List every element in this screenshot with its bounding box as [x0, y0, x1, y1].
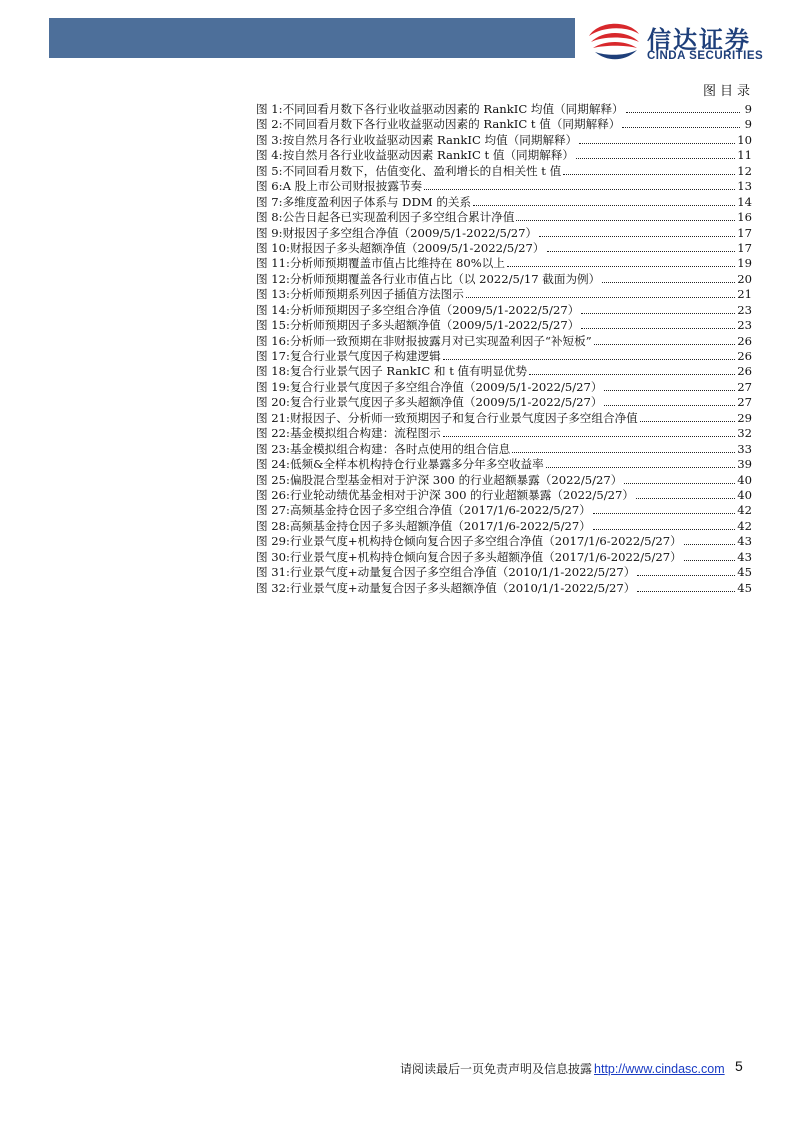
toc-entry-page: 39 — [737, 457, 752, 472]
toc-entry-text: 分析师一致预期在非财报披露月对已实现盈利因子“补短板” — [289, 333, 592, 348]
toc-leader-dots — [637, 582, 735, 592]
toc-entry-label: 图 25: — [256, 472, 290, 487]
toc-entry[interactable] — [256, 210, 752, 225]
toc-entry[interactable] — [256, 226, 752, 241]
toc-entry[interactable] — [256, 148, 752, 163]
toc-entry[interactable] — [256, 457, 752, 472]
toc-entry[interactable] — [256, 334, 752, 349]
toc-title: 图目录 — [703, 84, 755, 99]
toc-entry-page: 42 — [737, 503, 752, 518]
toc-entry[interactable] — [256, 303, 752, 318]
toc-entry[interactable] — [256, 565, 752, 580]
footer — [400, 1060, 725, 1077]
toc-leader-dots — [576, 149, 735, 159]
toc-entry-label: 图 31: — [256, 565, 290, 580]
toc-entry-page: 26 — [737, 349, 752, 363]
toc-entry-page: 19 — [737, 256, 752, 271]
toc-entry-text: 复合行业景气度因子构建逻辑 — [289, 349, 441, 363]
toc-entry-page: 10 — [737, 132, 752, 147]
toc-entry-page: 16 — [737, 210, 752, 225]
toc-entry-page: 9 — [744, 117, 752, 132]
toc-entry-label: 图 11: — [256, 256, 290, 271]
toc-leader-dots — [579, 134, 735, 144]
toc-entry-text: 按自然月各行业收益驱动因素 RankIC 均值（同期解释） — [282, 132, 578, 147]
page-number: 5 — [735, 1058, 743, 1074]
toc-leader-dots — [636, 489, 735, 499]
toc-leader-dots — [512, 443, 735, 453]
toc-entry[interactable] — [256, 488, 752, 503]
toc-entry[interactable] — [256, 195, 752, 210]
toc-entry-text: 低频&全样本机构持仓行业暴露多分年多空收益率 — [289, 457, 544, 472]
toc-entry-label: 图 26: — [256, 487, 290, 502]
toc-entry-page: 43 — [737, 534, 752, 549]
toc-entry[interactable] — [256, 473, 752, 488]
toc-entry-text: 复合行业景气因子 RankIC 和 t 值有明显优势 — [289, 364, 528, 379]
toc-entry-label: 图 24: — [256, 457, 290, 472]
toc-entry[interactable] — [256, 117, 752, 132]
toc-entry[interactable] — [256, 395, 752, 410]
toc-entry-label: 图 18: — [256, 364, 290, 379]
toc-leader-dots — [563, 165, 735, 175]
toc-entry-label: 图 8: — [256, 210, 283, 225]
toc-entry-page: 33 — [737, 441, 752, 456]
toc-entry[interactable] — [256, 133, 752, 148]
toc-entry[interactable] — [256, 519, 752, 534]
toc-entry[interactable] — [256, 503, 752, 518]
toc-entry-text: 行业景气度+机构持仓倾向复合因子多空组合净值（2017/1/6-2022/5/27） — [289, 534, 682, 549]
toc-leader-dots — [443, 350, 736, 360]
toc-leader-dots — [640, 412, 735, 422]
toc-entry-page: 42 — [737, 518, 752, 533]
toc-entry-page: 13 — [737, 179, 752, 194]
toc-leader-dots — [507, 257, 735, 267]
toc-entry-page: 17 — [737, 225, 752, 240]
toc-entry-page: 21 — [737, 287, 752, 302]
toc-entry-label: 图 19: — [256, 379, 290, 394]
toc-entry-page: 40 — [737, 472, 752, 487]
toc-entry-label: 图 30: — [256, 549, 290, 564]
toc-entry-text: 按自然月各行业收益驱动因素 RankIC t 值（同期解释） — [282, 148, 575, 163]
toc-entry-label: 图 16: — [256, 333, 290, 348]
toc-entry-page: 17 — [737, 240, 752, 255]
toc-entry-text: 行业景气度+机构持仓倾向复合因子多头超额净值（2017/1/6-2022/5/27） — [289, 549, 682, 564]
toc-entry-text: 分析师预期因子多头超额净值（2009/5/1-2022/5/27） — [289, 318, 580, 333]
toc-entry-label: 图 5: — [256, 163, 283, 178]
toc-entry-label: 图 14: — [256, 302, 290, 317]
toc-entry-label: 图 4: — [256, 148, 283, 163]
toc-leader-dots — [604, 381, 735, 391]
toc-entry[interactable] — [256, 581, 752, 596]
toc-entry-label: 图 17: — [256, 349, 290, 363]
toc-entry[interactable] — [256, 380, 752, 395]
toc-entry-text: 基金模拟组合构建：流程图示 — [289, 426, 441, 441]
toc-leader-dots — [593, 504, 735, 514]
header-bar — [49, 18, 575, 58]
toc-entry-label: 图 15: — [256, 318, 290, 333]
toc-entry-text: 不同回看月数下各行业收益驱动因素的 RankIC 均值（同期解释） — [282, 102, 624, 116]
toc-leader-dots — [581, 304, 735, 314]
toc-leader-dots — [466, 288, 735, 298]
toc-entry-page: 23 — [737, 302, 752, 317]
toc-entry-page: 40 — [737, 487, 752, 502]
toc-entry-label: 图 12: — [256, 271, 290, 286]
toc-entry[interactable] — [256, 318, 752, 333]
toc-entry-text: 分析师预期系列因子插值方法图示 — [289, 287, 464, 302]
toc-leader-dots — [443, 427, 736, 437]
toc-entry-label: 图 6: — [256, 179, 283, 194]
toc-entry-page: 27 — [737, 395, 752, 410]
toc-entry-text: 分析师预期覆盖市值占比维持在 80%以上 — [289, 256, 505, 271]
toc-entry-text: 行业轮动绩优基金相对于沪深 300 的行业超额暴露（2022/5/27） — [289, 487, 634, 502]
toc-entry-label: 图 7: — [256, 194, 283, 209]
cinda-logo-icon — [585, 18, 643, 62]
toc-leader-dots — [594, 335, 736, 345]
toc-entry[interactable] — [256, 550, 752, 565]
toc-entry-text: 行业景气度+动量复合因子多空组合净值（2010/1/1-2022/5/27） — [289, 565, 636, 580]
toc-entry[interactable] — [256, 256, 752, 271]
toc-entry-text: 复合行业景气度因子多头超额净值（2009/5/1-2022/5/27） — [289, 395, 603, 410]
toc-entry-label: 图 21: — [256, 410, 290, 425]
toc-entry[interactable] — [256, 164, 752, 179]
toc-entry-page: 29 — [737, 410, 752, 425]
toc-entry-text: 高频基金持仓因子多空组合净值（2017/1/6-2022/5/27） — [289, 503, 591, 518]
toc-entry-label: 图 3: — [256, 132, 283, 147]
toc-entry-label: 图 28: — [256, 518, 290, 533]
toc-leader-dots — [539, 227, 735, 237]
toc-entry-page: 26 — [737, 364, 752, 379]
toc-entry-page: 14 — [737, 194, 752, 209]
toc-entry-text: 分析师预期因子多空组合净值（2009/5/1-2022/5/27） — [289, 302, 580, 317]
toc-entry[interactable] — [256, 102, 752, 117]
toc-list — [256, 102, 752, 596]
toc-entry-page: 20 — [737, 271, 752, 286]
toc-entry-label: 图 9: — [256, 225, 283, 240]
toc-entry-text: 财报因子多空组合净值（2009/5/1-2022/5/27） — [282, 225, 538, 240]
toc-entry-label: 图 10: — [256, 240, 290, 255]
toc-entry-text: 多维度盈利因子体系与 DDM 的关系 — [282, 194, 472, 209]
toc-leader-dots — [624, 474, 735, 484]
toc-entry-text: 财报因子、分析师一致预期因子和复合行业景气度因子多空组合净值 — [289, 410, 638, 425]
toc-entry[interactable] — [256, 287, 752, 302]
toc-leader-dots — [473, 196, 735, 206]
toc-leader-dots — [684, 535, 735, 545]
toc-entry[interactable] — [256, 241, 752, 256]
toc-entry-page: 27 — [737, 379, 752, 394]
toc-leader-dots — [626, 103, 740, 113]
toc-entry-page: 11 — [737, 148, 752, 163]
toc-entry-text: 基金模拟组合构建：各时点使用的组合信息 — [289, 441, 511, 456]
toc-entry[interactable] — [256, 442, 752, 457]
toc-leader-dots — [602, 273, 735, 283]
footer-disclaimer: 请阅读最后一页免责声明及信息披露 — [400, 1062, 593, 1076]
toc-entry-page: 12 — [737, 163, 752, 178]
toc-entry-page: 26 — [737, 333, 752, 348]
toc-leader-dots — [546, 458, 735, 468]
toc-entry-text: 复合行业景气度因子多空组合净值（2009/5/1-2022/5/27） — [289, 379, 603, 394]
logo-chinese-name: 信达证券 — [647, 26, 751, 54]
toc-entry[interactable] — [256, 179, 752, 194]
toc-entry-page: 9 — [744, 102, 752, 116]
toc-entry-label: 图 2: — [256, 117, 283, 132]
toc-leader-dots — [529, 365, 735, 375]
toc-entry[interactable] — [256, 411, 752, 426]
toc-entry-label: 图 27: — [256, 503, 290, 518]
toc-entry[interactable] — [256, 349, 752, 364]
toc-entry-page: 32 — [737, 426, 752, 441]
toc-entry-page: 43 — [737, 549, 752, 564]
toc-leader-dots — [424, 180, 735, 190]
toc-entry-text: 分析师预期覆盖各行业市值占比（以 2022/5/17 截面为例） — [289, 271, 601, 286]
toc-entry-text: 偏股混合型基金相对于沪深 300 的行业超额暴露（2022/5/27） — [289, 472, 623, 487]
toc-entry-label: 图 22: — [256, 426, 290, 441]
toc-entry-text: 公告日起各已实现盈利因子多空组合累计净值 — [282, 210, 515, 225]
toc-entry-label: 图 23: — [256, 441, 290, 456]
toc-entry-text: 高频基金持仓因子多头超额净值（2017/1/6-2022/5/27） — [289, 518, 591, 533]
toc-entry-text: 不同回看月数下，估值变化、盈利增长的自相关性 t 值 — [282, 163, 562, 178]
toc-leader-dots — [593, 520, 735, 530]
toc-entry-text: 财报因子多头超额净值（2009/5/1-2022/5/27） — [289, 240, 545, 255]
toc-entry-label: 图 20: — [256, 395, 290, 410]
toc-entry-page: 45 — [737, 580, 752, 595]
toc-entry-text: 行业景气度+动量复合因子多头超额净值（2010/1/1-2022/5/27） — [289, 580, 636, 595]
toc-entry[interactable] — [256, 272, 752, 287]
toc-leader-dots — [604, 396, 735, 406]
toc-entry[interactable] — [256, 534, 752, 549]
toc-entry-text: 不同回看月数下各行业收益驱动因素的 RankIC t 值（同期解释） — [282, 117, 621, 132]
toc-entry-label: 图 32: — [256, 580, 290, 595]
toc-entry[interactable] — [256, 426, 752, 441]
toc-leader-dots — [581, 319, 735, 329]
toc-leader-dots — [516, 211, 735, 221]
toc-entry[interactable] — [256, 364, 752, 379]
toc-leader-dots — [622, 118, 740, 128]
toc-entry-page: 23 — [737, 318, 752, 333]
toc-leader-dots — [637, 566, 735, 576]
logo-english-name: CINDA SECURITIES — [647, 50, 764, 62]
toc-leader-dots — [684, 551, 735, 561]
toc-entry-page: 45 — [737, 565, 752, 580]
company-logo — [585, 14, 785, 68]
toc-leader-dots — [547, 242, 736, 252]
toc-entry-label: 图 29: — [256, 534, 290, 549]
footer-website-link[interactable]: http://www.cindasc.com — [594, 1062, 725, 1076]
toc-entry-label: 图 13: — [256, 287, 290, 302]
toc-entry-text: A 股上市公司财报披露节奏 — [282, 179, 423, 194]
toc-entry-label: 图 1: — [256, 102, 283, 116]
